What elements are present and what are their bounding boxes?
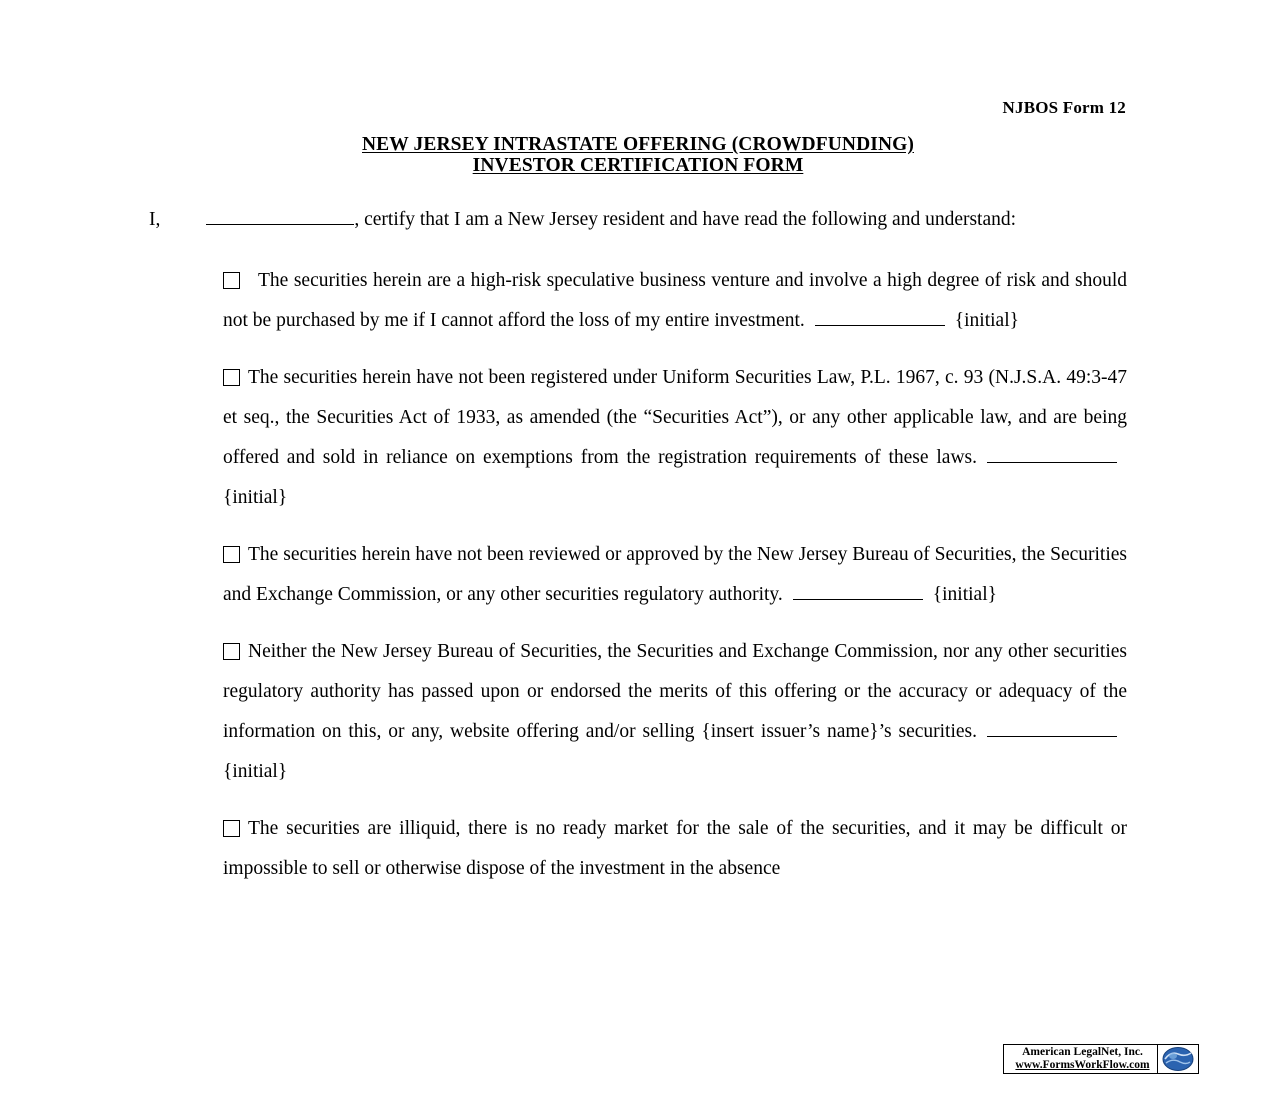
clause-item — [223, 358, 1127, 518]
initial-label: {initial} — [954, 310, 1019, 331]
clause-list — [149, 261, 1127, 889]
intro-remainder: , certify that I am a New Jersey resident and have read the following and understand: — [354, 209, 1017, 230]
clause-item — [223, 261, 1127, 341]
form-identifier: NJBOS Form 12 — [1002, 98, 1126, 117]
clause-text: Neither the New Jersey Bureau of Securities, the Securities and Exchange Commission, nor any other securities regulatory authority has passed upon or endorsed the merits of this offering or the accuracy or adequacy of the information on this, or any, website offering and/or selling {insert issuer’s name}’s securities. — [223, 641, 1127, 742]
clause-text: The securities are illiquid, there is no ready market for the sale of the securities, and it may be difficult or impossible to sell or otherwise dispose of the investment in the absence — [223, 818, 1127, 879]
publisher-website[interactable]: www.FormsWorkFlow.com — [1015, 1059, 1150, 1071]
publisher-name: American LegalNet, Inc. — [1022, 1046, 1143, 1058]
name-blank-field[interactable] — [206, 210, 354, 225]
clause-item — [223, 809, 1127, 889]
certification-statement — [149, 200, 1127, 239]
intro-prefix: I, — [149, 209, 161, 230]
checkbox-icon[interactable] — [223, 820, 240, 837]
initial-blank-field[interactable] — [987, 448, 1117, 463]
initial-label: {initial} — [223, 761, 288, 782]
clause-item — [223, 632, 1127, 792]
initial-label: {initial} — [223, 487, 288, 508]
checkbox-icon[interactable] — [223, 272, 240, 289]
page-title-line-1: NEW JERSEY INTRASTATE OFFERING (CROWDFUNDING) — [362, 134, 914, 155]
checkbox-icon[interactable] — [223, 643, 240, 660]
clause-text: The securities herein are a high-risk speculative business venture and involve a high degree of risk and should not be purchased by me if I cannot afford the loss of my entire investment. — [223, 270, 1127, 331]
checkbox-icon[interactable] — [223, 369, 240, 386]
initial-blank-field[interactable] — [815, 311, 945, 326]
page-title — [150, 134, 1126, 176]
initial-blank-field[interactable] — [793, 585, 923, 600]
initial-label: {initial} — [932, 584, 997, 605]
document-body — [149, 200, 1127, 889]
clause-text: The securities herein have not been reviewed or approved by the New Jersey Bureau of Securities, the Securities and Exchange Commission, or any other securities regulatory authority. — [223, 544, 1127, 605]
american-legalnet-logo-icon — [1157, 1045, 1198, 1073]
publisher-badge — [1003, 1044, 1199, 1074]
checkbox-icon[interactable] — [223, 546, 240, 563]
clause-text: The securities herein have not been registered under Uniform Securities Law, P.L. 1967, c. 93 (N.J.S.A. 49:3-47 et seq., the Securities Act of 1933, as amended (the “Securities Act”), or any other applicable law, and are being offered and sold in reliance on exemptions from the registration requirements of these laws. — [223, 367, 1127, 468]
clause-item — [223, 535, 1127, 615]
initial-blank-field[interactable] — [987, 722, 1117, 737]
publisher-text — [1004, 1046, 1157, 1072]
page-title-line-2: INVESTOR CERTIFICATION FORM — [472, 155, 804, 176]
